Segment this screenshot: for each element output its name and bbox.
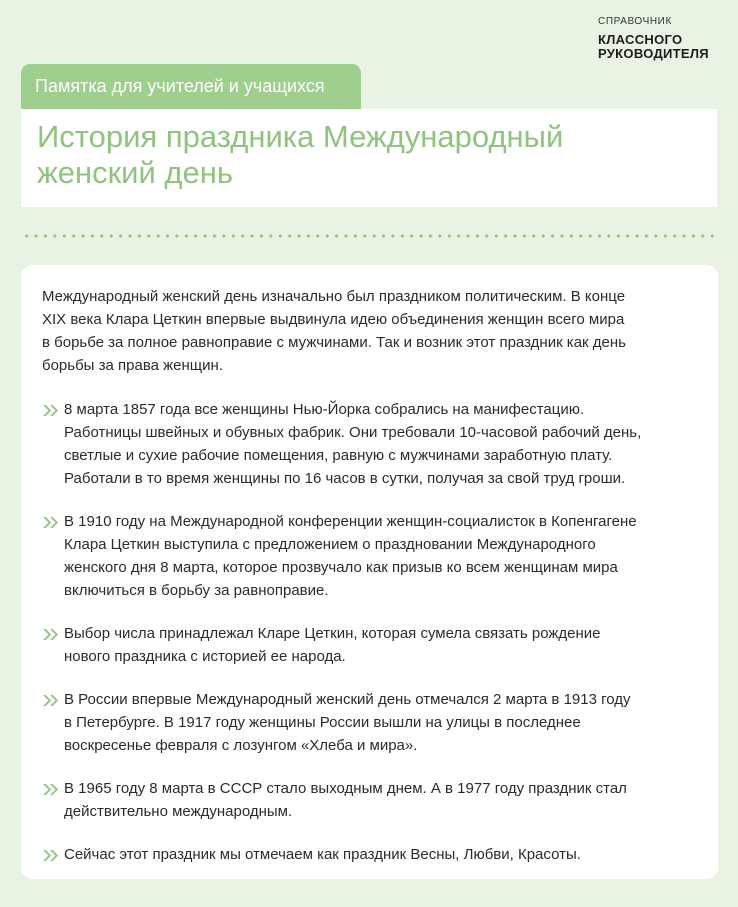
double-chevron-right-icon: [42, 405, 60, 416]
page-title: [37, 119, 701, 191]
intro-line: Международный женский день изначально был праздником политическим. В конце: [42, 288, 626, 305]
intro-paragraph: [42, 285, 700, 377]
title-line-2: женский день: [37, 155, 234, 190]
publisher-logo: [598, 16, 709, 62]
list-item-line: светлые и сухие рабочие помещения, равную с мужчинами заработную плату.: [64, 447, 613, 464]
list-item-line: Работницы швейных и обувных фабрик. Они требовали 10-часовой рабочий день,: [64, 424, 642, 441]
title-line-1: История праздника Международный: [37, 119, 564, 154]
list-item: [42, 398, 700, 490]
list-item-line: воскресенье февраля с лозунгом «Хлеба и мира».: [64, 737, 418, 754]
title-panel: [21, 109, 717, 207]
intro-line: в борьбе за полное равноправие с мужчинами. Так и возник этот праздник как день: [42, 334, 626, 351]
list-item-line: действительно международным.: [64, 803, 293, 820]
list-item: [42, 688, 700, 757]
intro-line: XIX века Клара Цеткин впервые выдвинула идею объединения женщин всего мира: [42, 311, 625, 328]
dotted-divider: [22, 234, 718, 238]
list-item-line: 8 марта 1857 года все женщины Нью-Йорка собрались на манифестацию.: [64, 401, 585, 418]
double-chevron-right-icon: [42, 784, 60, 795]
list-item: [42, 777, 700, 823]
list-item-line: В России впервые Международный женский день отмечался 2 марта в 1913 году: [64, 691, 631, 708]
list-item-line: Работали в то время женщины по 16 часов в сутки, получая за свой труд гроши.: [64, 470, 626, 487]
list-item-line: в Петербурге. В 1917 году женщины России вышли на улицы в последнее: [64, 714, 581, 731]
list-item-line: нового праздника с историей ее народа.: [64, 648, 346, 665]
list-item-line: Сейчас этот праздник мы отмечаем как праздник Весны, Любви, Красоты.: [64, 846, 581, 863]
category-tab: Памятка для учителей и учащихся: [21, 64, 361, 109]
list-item: [42, 843, 700, 866]
double-chevron-right-icon: [42, 517, 60, 528]
list-item: [42, 510, 700, 602]
brand-line-2: РУКОВОДИТЕЛЯ: [598, 46, 709, 62]
list-item-line: Клара Цеткин выступила с предложением о праздновании Международного: [64, 536, 596, 553]
list-item-line: Выбор числа принадлежал Кларе Цеткин, которая сумела связать рождение: [64, 625, 601, 642]
double-chevron-right-icon: [42, 850, 60, 861]
intro-line: борьбы за права женщин.: [42, 357, 223, 374]
brand-line-1: КЛАССНОГО: [598, 31, 683, 47]
list-item-line: В 1965 году 8 марта в СССР стало выходным днем. А в 1977 году праздник стал: [64, 780, 627, 797]
double-chevron-right-icon: [42, 629, 60, 640]
double-chevron-right-icon: [42, 695, 60, 706]
list-item-line: женского дня 8 марта, которое прозвучало как призыв ко всем женщинам мира: [64, 559, 618, 576]
list-item-line: включиться в борьбу за равноправие.: [64, 582, 329, 599]
list-item: [42, 622, 700, 668]
brand-small-text: СПРАВОЧНИК: [598, 16, 672, 27]
content-card: [21, 265, 718, 879]
fact-list: [42, 398, 700, 866]
list-item-line: В 1910 году на Международной конференции женщин-социалисток в Копенгагене: [64, 513, 637, 530]
